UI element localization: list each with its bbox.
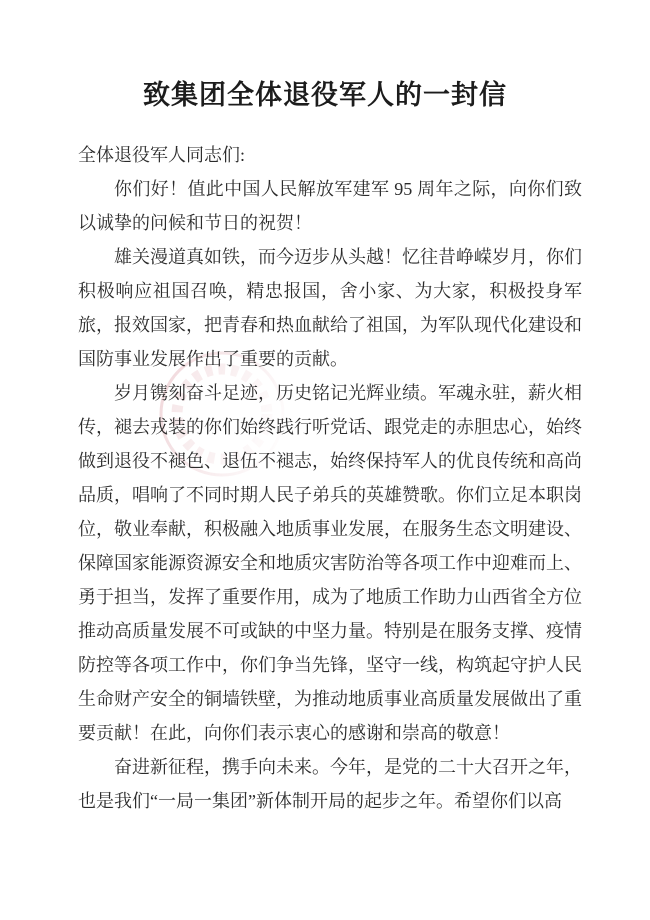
- letter-body: [78, 138, 582, 818]
- paragraph: 奋进新征程，携手向未来。今年，是党的二十大召开之年，也是我们“一局一集团”新体制开局的起步之年。希望你们以高: [78, 757, 582, 811]
- paragraph: 雄关漫道真如铁，而今迈步从头越！忆往昔峥嵘岁月，你们积极响应祖国召唤，精忠报国，舍小家、为大家，积极投身军旅，报效国家，把青春和热血献给了祖国，为军队现代化建设和国防事业发展作出了重要的贡献。: [78, 247, 582, 369]
- paragraph: 岁月镌刻奋斗足迹，历史铭记光辉业绩。军魂永驻，薪火相传，褪去戎装的你们始终践行听党话、跟党走的赤胆忠心，始终做到退役不褪色、退伍不褪志，始终保持军人的优良传统和高尚品质，唱响了不同时期人民子弟兵的英雄赞歌。你们立足本职岗位，敬业奉献，积极融入地质事业发展，在服务生态文明建设、保障国家能源资源安全和地质灾害防治等各项工作中迎难而上、勇于担当，发挥了重要作用，成为了地质工作助力山西省全方位推动高质量发展不可或缺的中坚力量。特别是在服务支撑、疫情防控等各项工作中，你们争当先锋，坚守一线，构筑起守护人民生命财产安全的铜墙铁壁，为推动地质事业高质量发展做出了重要贡献！在此，向你们表示衷心的感谢和崇高的敬意！: [78, 383, 582, 743]
- salutation: 全体退役军人同志们:: [78, 145, 246, 165]
- letter-title: 致集团全体退役军人的一封信: [143, 80, 507, 110]
- paragraph: 你们好！值此中国人民解放军建军 95 周年之际，向你们致以诚挚的问候和节日的祝贺！: [78, 179, 582, 233]
